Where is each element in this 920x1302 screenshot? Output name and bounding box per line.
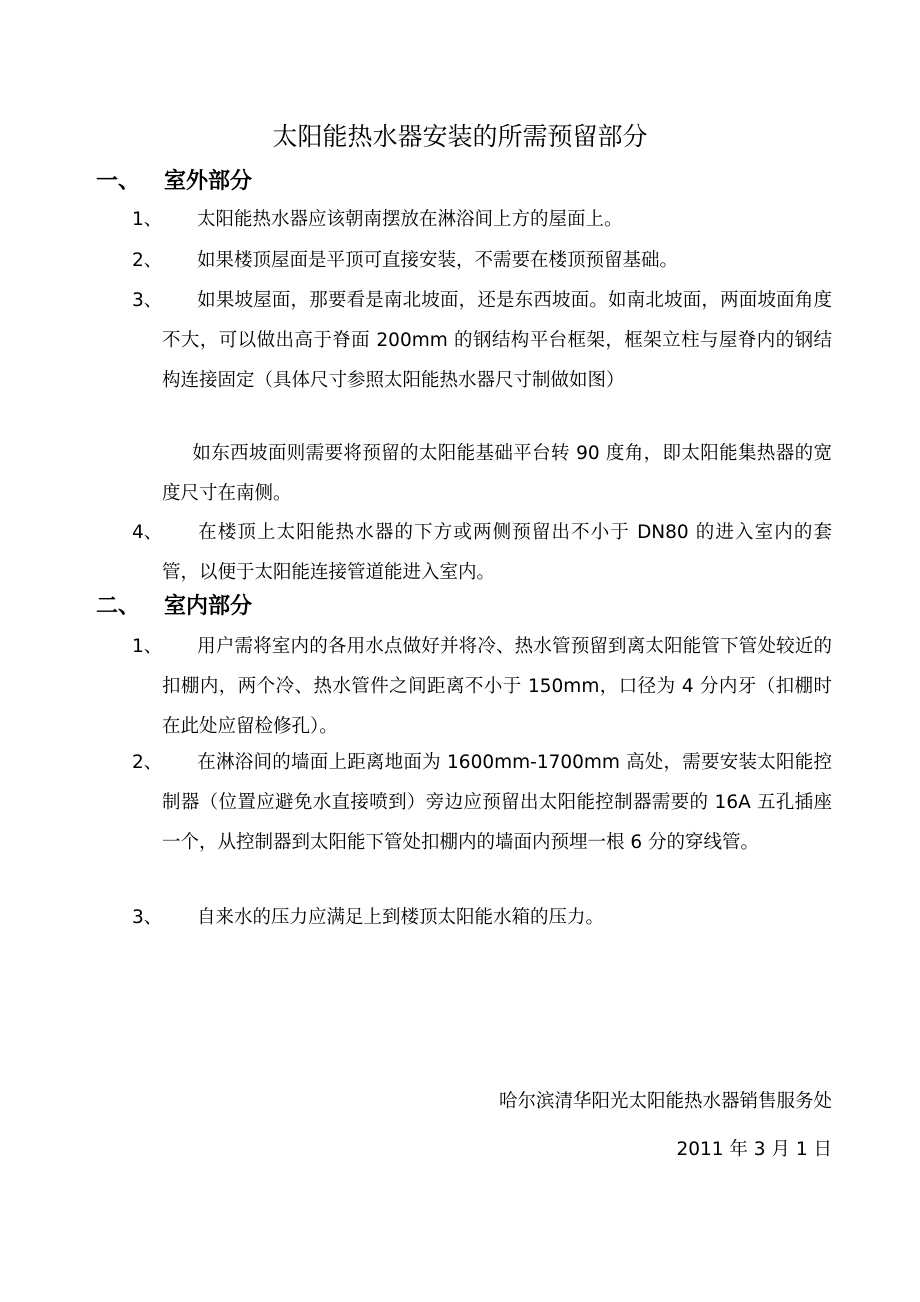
signature-org: 哈尔滨清华阳光太阳能热水器销售服务处	[498, 1091, 832, 1112]
item-text: 如果楼顶屋面是平顶可直接安装，不需要在楼顶预留基础。	[197, 250, 679, 271]
list-item	[132, 513, 832, 593]
item-number: 4、	[132, 522, 163, 543]
item-text: 太阳能热水器应该朝南摆放在淋浴间上方的屋面上。	[197, 209, 623, 230]
section-number: 一、	[96, 169, 141, 194]
item-text: 如果坡屋面，那要看是南北坡面，还是东西坡面。如南北坡面，两面坡面角度不大，可以做出高于脊面 200mm 的钢结构平台框架，框架立柱与屋脊内的钢结构连接固定（具体尺寸参照太阳能热水器尺寸制做如图）	[162, 290, 832, 391]
list-item	[132, 200, 832, 240]
signature-date: 2011 年 3 月 1 日	[676, 1139, 832, 1160]
list-item	[132, 281, 832, 401]
section-heading-indoor	[96, 589, 252, 625]
list-item	[132, 627, 832, 747]
item-number: 3、	[132, 290, 163, 311]
item-number: 3、	[132, 907, 163, 928]
document-title: 太阳能热水器安装的所需预留部分	[272, 122, 648, 151]
item-number: 1、	[132, 209, 163, 230]
item-number: 1、	[132, 636, 163, 657]
item-number: 2、	[132, 752, 163, 773]
list-item	[132, 241, 832, 281]
item-text: 用户需将室内的各用水点做好并将冷、热水管预留到离太阳能管下管处较近的扣棚内，两个冷、热水管件之间距离不小于 150mm，口径为 4 分内牙（扣棚时在此处应留检修孔）。	[162, 636, 832, 737]
item-text: 在淋浴间的墙面上距离地面为 1600mm-1700mm 高处，需要安装太阳能控制器（位置应避免水直接喷到）旁边应预留出太阳能控制器需要的 16A 五孔插座一个，从控制器到太阳能下管处扣棚内的墙面内预埋一根 6 分的穿线管。	[162, 752, 832, 853]
list-item	[132, 743, 832, 863]
section-heading-outdoor	[96, 164, 252, 200]
paragraph-text: 如东西坡面则需要将预留的太阳能基础平台转 90 度角，即太阳能集热器的宽度尺寸在南侧。	[162, 443, 832, 504]
item-text: 自来水的压力应满足上到楼顶太阳能水箱的压力。	[197, 907, 605, 928]
section-title: 室内部分	[164, 594, 253, 619]
section-title: 室外部分	[164, 169, 253, 194]
paragraph	[162, 434, 832, 514]
item-number: 2、	[132, 250, 163, 271]
item-text: 在楼顶上太阳能热水器的下方或两侧预留出不小于 DN80 的进入室内的套管，以便于太阳能连接管道能进入室内。	[162, 522, 832, 583]
section-number: 二、	[96, 594, 141, 619]
list-item	[132, 898, 832, 938]
